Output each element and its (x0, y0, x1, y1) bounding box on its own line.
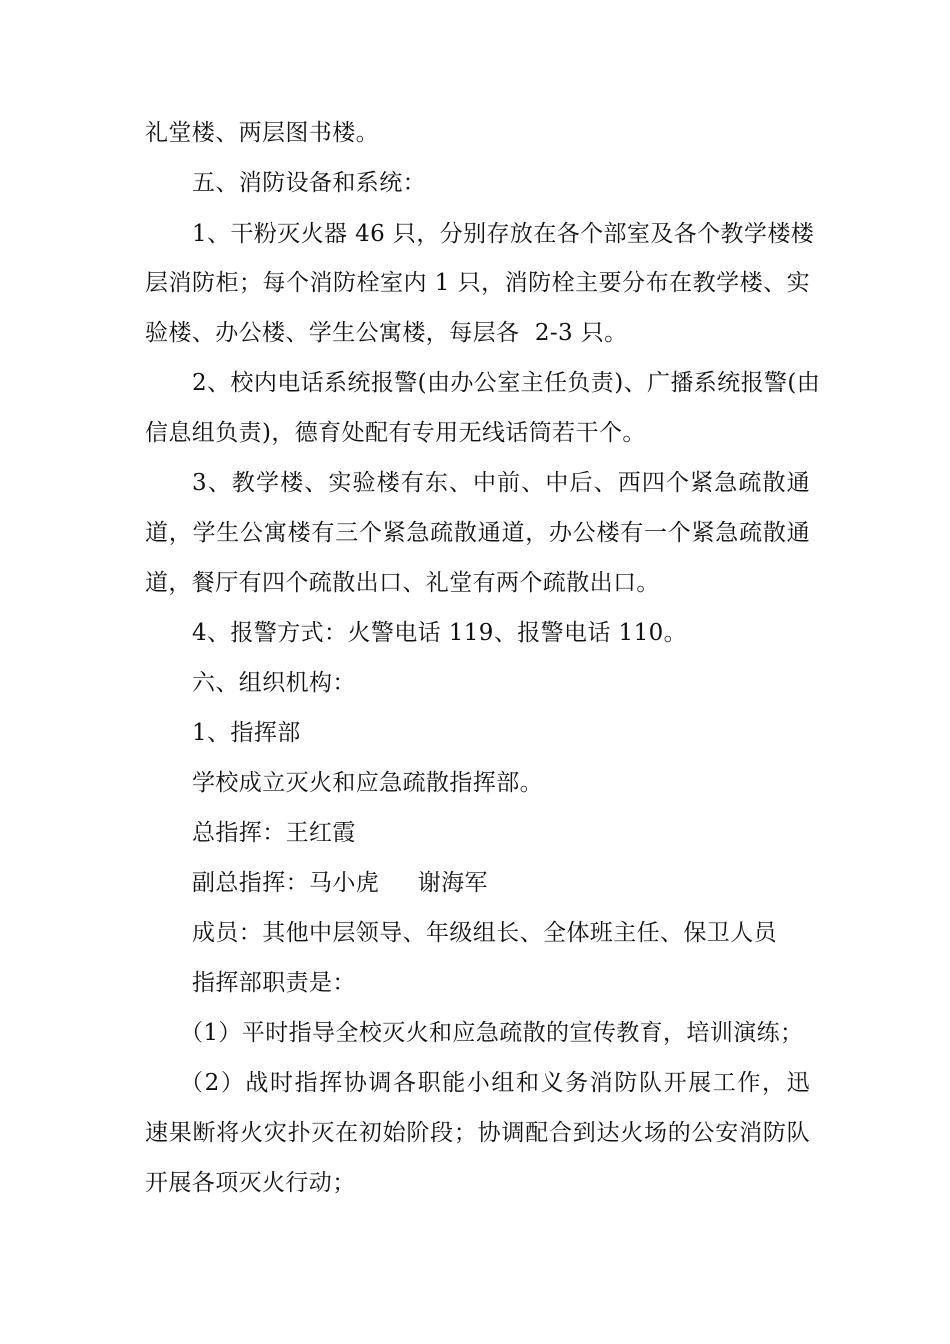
text-line-5: 验楼、办公楼、学生公寓楼，每层各 2-3 只。 (145, 320, 628, 346)
text-line-4: 层消防柜；每个消防栓室内 1 只，消防栓主要分布在教学楼、实 (145, 270, 810, 296)
text-line-14: 学校成立灭火和应急疏散指挥部。 (192, 770, 543, 796)
subsection-heading-1: 1、指挥部 (192, 720, 301, 746)
text-line-11: 4、报警方式：火警电话 119、报警电话 110。 (192, 620, 688, 646)
text-line-15: 总指挥：王红霞 (192, 820, 356, 846)
text-line-10: 道，餐厅有四个疏散出口、礼堂有两个疏散出口。 (145, 570, 660, 596)
text-line-8: 3、教学楼、实验楼有东、中前、中后、西四个紧急疏散通 (192, 470, 810, 496)
text-line-22: 开展各项灭火行动； (145, 1170, 356, 1196)
text-line-16: 副总指挥：马小虎 谢海军 (192, 870, 488, 896)
text-line-6: 2、校内电话系统报警(由办公室主任负责)、广播系统报警(由 (192, 370, 821, 396)
text-line-19: （1）平时指导全校灭火和应急疏散的宣传教育，培训演练； (180, 1020, 804, 1046)
text-line-3: 1、干粉灭火器 46 只，分别存放在各个部室及各个教学楼楼 (192, 221, 815, 247)
text-line-7: 信息组负责)，德育处配有专用无线话筒若干个。 (145, 420, 646, 446)
text-line-17: 成员：其他中层领导、年级组长、全体班主任、保卫人员 (192, 920, 777, 946)
text-line-21: 速果断将火灾扑灭在初始阶段；协调配合到达火场的公安消防队 (145, 1120, 810, 1146)
text-line-1: 礼堂楼、两层图书楼。 (145, 120, 379, 146)
section-heading-6: 六、组织机构： (192, 670, 356, 696)
text-line-9: 道，学生公寓楼有三个紧急疏散通道，办公楼有一个紧急疏散通 (145, 520, 810, 546)
text-line-18: 指挥部职责是： (192, 970, 356, 996)
section-heading-5: 五、消防设备和系统： (192, 170, 426, 196)
text-line-20: （2）战时指挥协调各职能小组和义务消防队开展工作，迅 (180, 1070, 810, 1096)
